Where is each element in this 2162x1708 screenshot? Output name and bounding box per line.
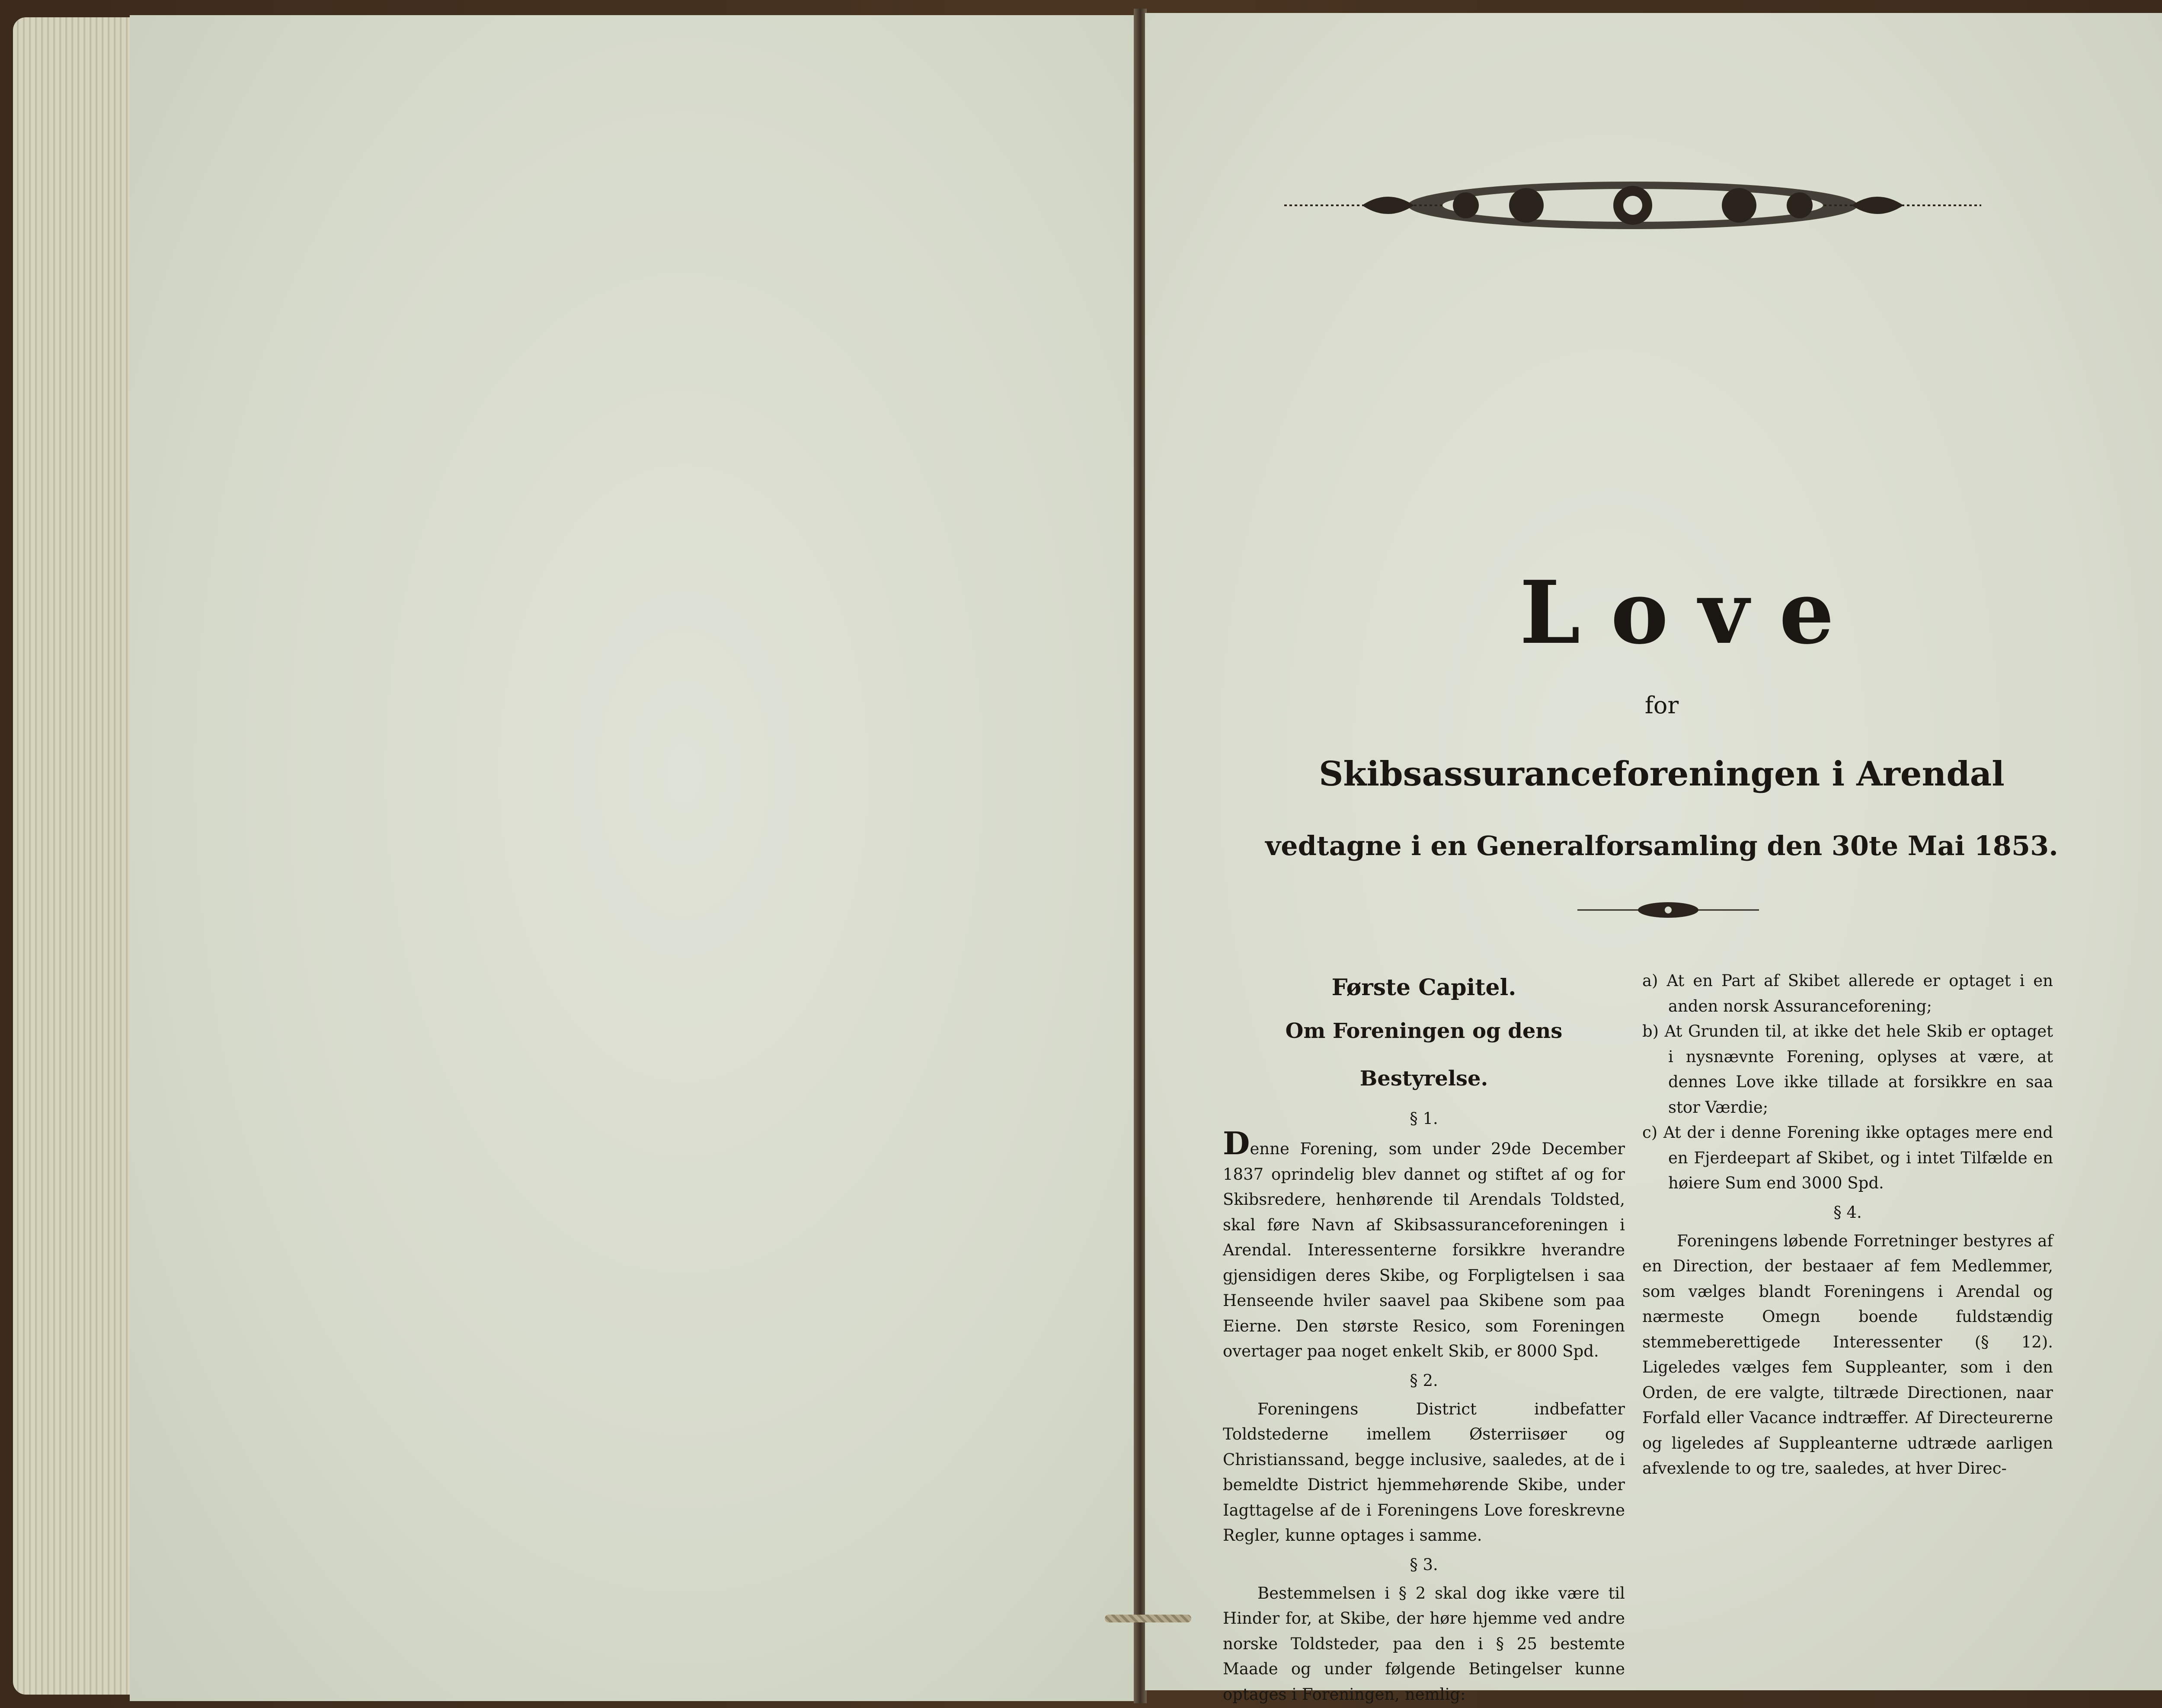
- chapter-heading: Første Capitel.: [1331, 974, 1516, 1001]
- text-column-right: [1642, 968, 2053, 1481]
- page-edges: [13, 17, 138, 1695]
- section-3-item-c: c) At der i denne Forening ikke optages mere end en Fjerdeepart af Skibet, og i intet Tilfælde en høiere Sum end 3000 Spd.: [1642, 1123, 2053, 1192]
- binding-thread: [1105, 1615, 1191, 1622]
- section-4-text: Foreningens løbende Forretninger bestyres af en Direction, der bestaaer af fem Medlemmer, som vælges blandt Foreningens i Arendal og nærmeste Omegn boende fuldstændig stemmeberettigede Interessenter (§ 12). Ligeledes vælges fem Suppleanter, som i den Orden, de ere valgte, tiltræde Directionen, naar Forfald eller Vacance indtræffer. Af Directeurerne og ligeledes af Suppleanterne udtræde aarligen afvexlende to og tre, saaledes, at hver Direc-: [1642, 1231, 2053, 1478]
- section-1-label: § 1.: [1410, 1109, 1438, 1128]
- section-4-label: § 4.: [1833, 1203, 1862, 1222]
- section-2-label: § 2.: [1410, 1371, 1438, 1390]
- section-3-text: Bestemmelsen i § 2 skal dog ikke være til Hinder for, at Skibe, der høre hjemme ved andre norske Toldsteder, paa den i § 25 bestemte Maade og under følgende Betingelser kunne optages i Foreningen, nemlig:: [1223, 1583, 1625, 1704]
- section-3-label: § 3.: [1410, 1555, 1438, 1574]
- small-divider-icon: [1577, 897, 1759, 923]
- left-page-blank: [130, 15, 1140, 1701]
- section-1-body: enne Forening, som under 29de December 1837 oprindelig blev dannet og stiftet af og for Skibsredere, henhørende til Arendals Toldsted, skal føre Navn af Skibsassuranceforeningen i Arendal. Interessenterne forsikkre hverandre gjensidigen deres Skibe, og Forpligtelsen i saa Henseende hviler saavel paa Skibene som paa Eierne. Den største Resico, som Foreningen overtager paa noget enkelt Skib, er 8000 Spd.: [1223, 1140, 1625, 1360]
- title-for: for: [1644, 692, 1679, 719]
- chapter-subheading: Om Foreningen og dens Bestyrelse.: [1285, 1019, 1563, 1091]
- adoption-date-line: vedtagne i en Generalforsamling den 30te Mai 1853.: [1265, 830, 2058, 862]
- section-2-text: Foreningens District indbefatter Toldstederne imellem Østerriisøer og Christianssand, begge inclusive, saaledes, at de i bemeldte District hjemmehørende Skibe, under Iagttagelse af de i Foreningens Love foreskrevne Regler, kunne optages i samme.: [1223, 1399, 1625, 1545]
- text-column-left: [1223, 968, 1625, 1707]
- section-1-text: [1223, 1125, 1625, 1364]
- section-1-dropcap: D: [1223, 1125, 1250, 1162]
- page-title: Love: [1519, 562, 1865, 664]
- section-3-item-a: a) At en Part af Skibet allerede er optaget i en anden norsk Assuranceforening;: [1642, 971, 2053, 1015]
- section-3-item-b: b) At Grunden til, at ikke det hele Skib er optaget i nysnævnte Forening, oplyses at være, at dennes Love ikke tillade at forsikkre en saa stor Værdie;: [1642, 1022, 2053, 1117]
- right-page: [1145, 13, 2162, 1704]
- decorative-ornament-icon: [1284, 171, 1981, 240]
- society-name: Skibsassuranceforeningen i Arendal: [1319, 754, 2005, 794]
